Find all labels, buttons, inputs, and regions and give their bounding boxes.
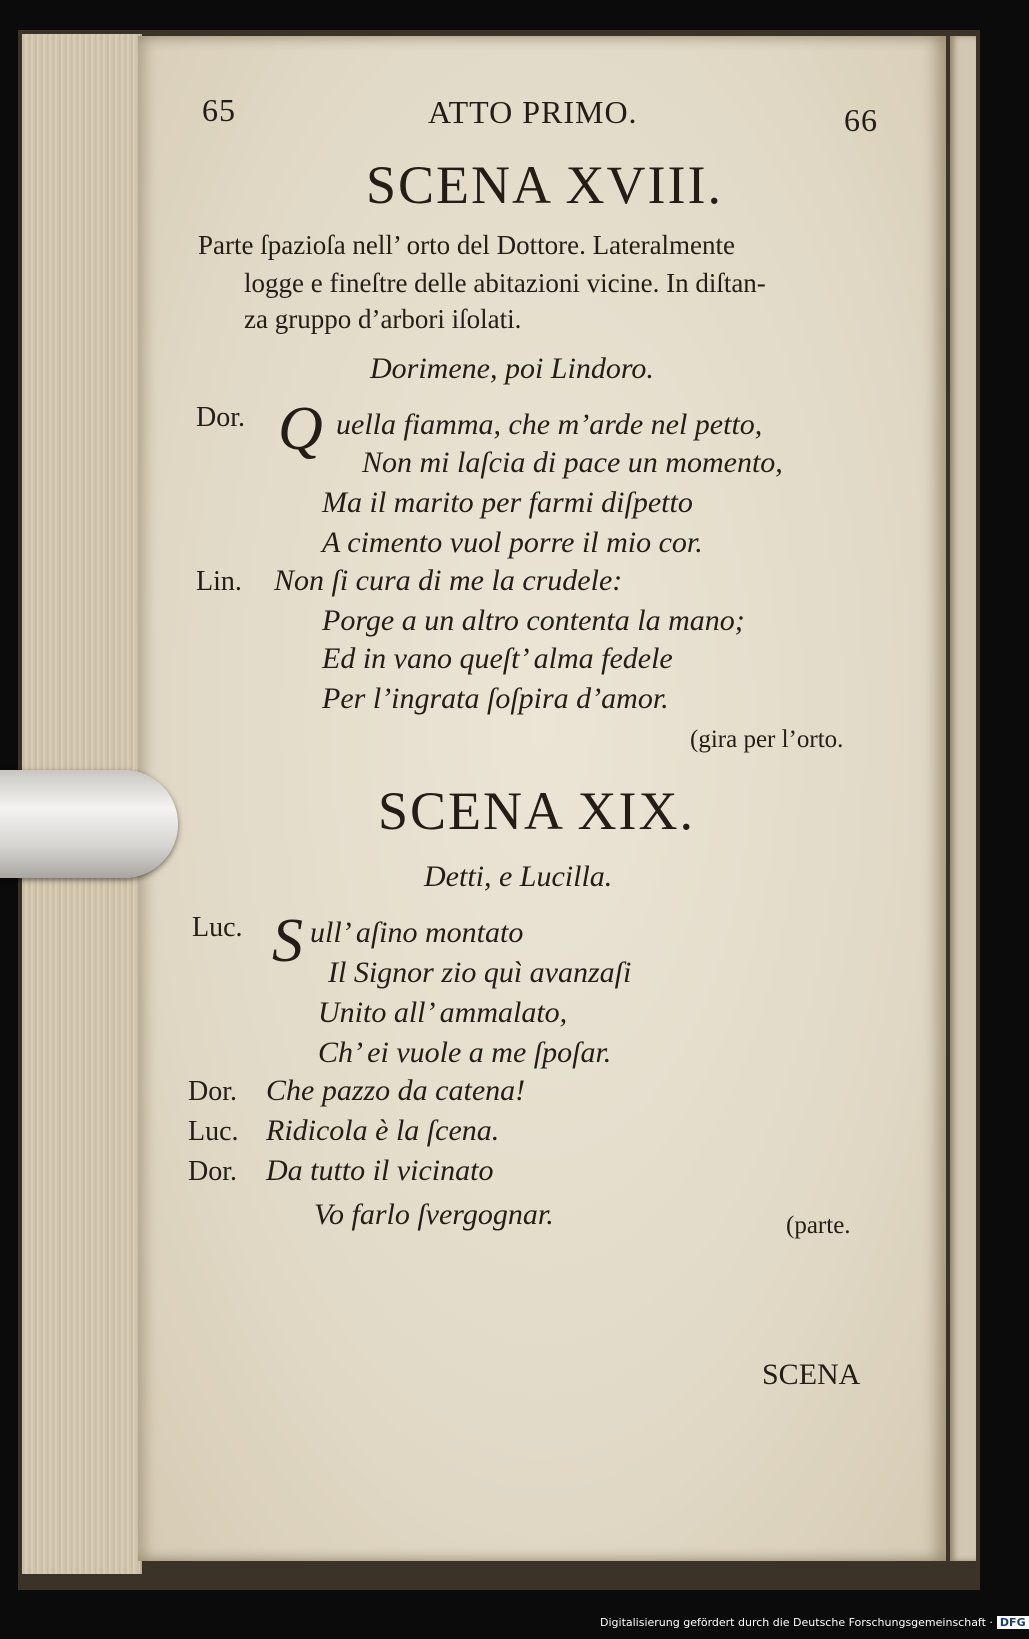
drop-cap-s: S: [272, 907, 303, 975]
luc-line-3: Unito all’ ammalato,: [318, 996, 568, 1029]
lin-line-1: Non ſi cura di me la crudele:: [274, 564, 623, 597]
speaker-luc-2: Luc.: [188, 1116, 239, 1147]
scene-18-title: SCENA XVIII.: [366, 155, 723, 215]
running-title: ATTO PRIMO.: [428, 94, 638, 130]
dor-line-1: uella fiamma, che m’arde nel petto,: [336, 408, 763, 441]
page-number-right: 66: [844, 102, 878, 138]
catchword: SCENA: [762, 1358, 861, 1391]
luc-line-5: Ridicola è la ſcena.: [266, 1114, 500, 1147]
scene-19-characters: Detti, e Lucilla.: [424, 860, 613, 893]
dfg-logo: DFG: [997, 1616, 1029, 1629]
dor-line-4: A cimento vuol porre il mio cor.: [322, 526, 703, 559]
scene-18-characters: Dorimene, poi Lindoro.: [370, 352, 654, 385]
credit-text: Digitalisierung gefördert durch die Deutsche Forschungsgemeinschaft ·: [600, 1616, 993, 1629]
speaker-dor-3: Dor.: [188, 1156, 237, 1187]
luc-line-2: Il Signor zio quì avanzaſi: [328, 956, 632, 989]
luc-line-1: ull’ aſino montato: [310, 916, 524, 949]
scene-18-aside: (gira per l’orto.: [690, 726, 844, 753]
drop-cap-q: Q: [278, 395, 323, 463]
page-number-left: 65: [202, 92, 236, 128]
dor-line-5: Che pazzo da catena!: [266, 1074, 526, 1107]
speaker-lin: Lin.: [196, 566, 242, 597]
digitization-credit: [600, 1616, 1029, 1629]
speaker-dor: Dor.: [196, 402, 245, 433]
scene-19-title: SCENA XIX.: [378, 781, 696, 841]
dor-line-2: Non mi laſcia di pace un momento,: [362, 446, 783, 479]
next-page-edge: [950, 36, 976, 1561]
stage-direction-line-3: za gruppo d’arbori iſolati.: [244, 304, 522, 334]
lin-line-4: Per l’ingrata ſoſpira d’amor.: [322, 682, 669, 715]
stage-direction-line-1: Parte ſpazioſa nell’ orto del Dottore. Lateralmente: [198, 230, 736, 260]
book-page: [138, 36, 946, 1561]
dor-line-6: Da tutto il vicinato: [266, 1154, 494, 1187]
lin-line-2: Porge a un altro contenta la mano;: [322, 604, 745, 637]
speaker-dor-2: Dor.: [188, 1076, 237, 1107]
lin-line-3: Ed in vano queſt’ alma fedele: [322, 642, 673, 675]
speaker-luc: Luc.: [192, 912, 243, 943]
holding-finger: [0, 770, 178, 878]
dor-line-3: Ma il marito per farmi diſpetto: [322, 486, 693, 519]
luc-line-4: Ch’ ei vuole a me ſpoſar.: [318, 1036, 612, 1069]
stage-direction-line-2: logge e fineſtre delle abitazioni vicine. In diſtan-: [244, 268, 766, 298]
dor-line-7: Vo farlo ſvergognar.: [314, 1198, 554, 1231]
scene-19-aside: (parte.: [786, 1212, 851, 1239]
